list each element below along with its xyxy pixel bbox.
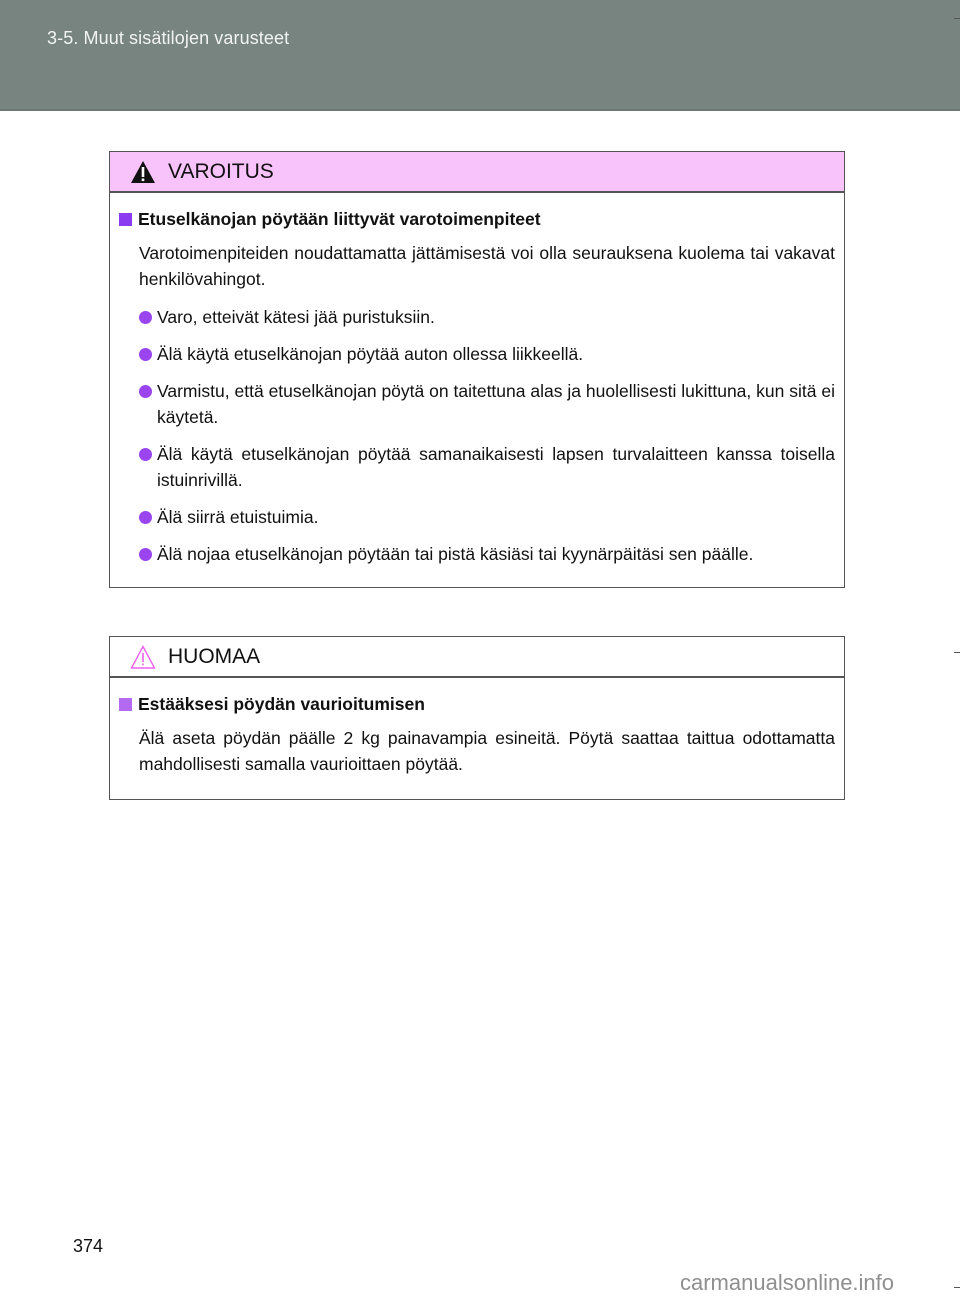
- warning-bullet: [119, 304, 835, 330]
- warning-bullet: [119, 504, 835, 530]
- section-square-icon: [119, 698, 132, 711]
- page-number: 374: [73, 1236, 104, 1256]
- notice-section-title: Estääksesi pöydän vaurioitumisen: [138, 694, 425, 714]
- warning-bullet: [119, 541, 835, 567]
- notice-box-title: HUOMAA: [168, 644, 261, 668]
- warning-box-header: [110, 152, 844, 193]
- notice-body-text: Älä aseta pöydän päälle 2 kg painavampia esineitä. Pöytä saattaa taittua odottamatta mahdollisesti samalla vaurioittaen pöytää.: [139, 728, 835, 774]
- watermark: carmanualsonline.info: [680, 1270, 895, 1295]
- warning-box-title: VAROITUS: [168, 159, 274, 183]
- notice-box-header: [110, 637, 844, 678]
- notice-box-body: [110, 678, 844, 799]
- bullet-dot-icon: [139, 511, 152, 524]
- section-title: 3-5. Muut sisätilojen varusteet: [47, 28, 290, 48]
- crop-mark: [954, 1287, 960, 1288]
- warning-box: [109, 151, 845, 588]
- bullet-dot-icon: [139, 385, 152, 398]
- bullet-text: Älä siirrä etuistuimia.: [157, 507, 319, 527]
- bullet-text: Varmistu, että etuselkänojan pöytä on taitettuna alas ja huolellisesti lukittuna, kun sitä ei käytetä.: [157, 381, 835, 427]
- warning-section-title: Etuselkänojan pöytään liittyvät varotoimenpiteet: [138, 209, 541, 229]
- warning-section-heading: [119, 209, 835, 230]
- warning-triangle-filled-icon: [130, 160, 156, 184]
- bullet-dot-icon: [139, 548, 152, 561]
- chapter-header-band: [0, 0, 960, 111]
- warning-triangle-outline-icon: [130, 645, 156, 669]
- section-square-icon: [119, 213, 132, 226]
- bullet-text: Älä nojaa etuselkänojan pöytään tai pistä käsiäsi tai kyynärpäitäsi sen päälle.: [157, 544, 754, 564]
- warning-bullet: [119, 378, 835, 430]
- bullet-text: Älä käytä etuselkänojan pöytää samanaikaisesti lapsen turvalaitteen kanssa toisella istuinrivillä.: [157, 444, 835, 490]
- crop-mark: [954, 18, 960, 19]
- warning-intro: Varotoimenpiteiden noudattamatta jättämisestä voi olla seurauksena kuolema tai vakavat henkilövahingot.: [139, 243, 835, 289]
- notice-section-heading: [119, 694, 835, 715]
- notice-box: [109, 636, 845, 800]
- bullet-dot-icon: [139, 448, 152, 461]
- crop-mark: [954, 652, 960, 653]
- warning-box-body: [110, 193, 844, 587]
- bullet-dot-icon: [139, 311, 152, 324]
- warning-bullet: [119, 341, 835, 367]
- bullet-dot-icon: [139, 348, 152, 361]
- warning-bullet: [119, 441, 835, 493]
- bullet-text: Älä käytä etuselkänojan pöytää auton ollessa liikkeellä.: [157, 344, 584, 364]
- bullet-text: Varo, etteivät kätesi jää puristuksiin.: [157, 307, 435, 327]
